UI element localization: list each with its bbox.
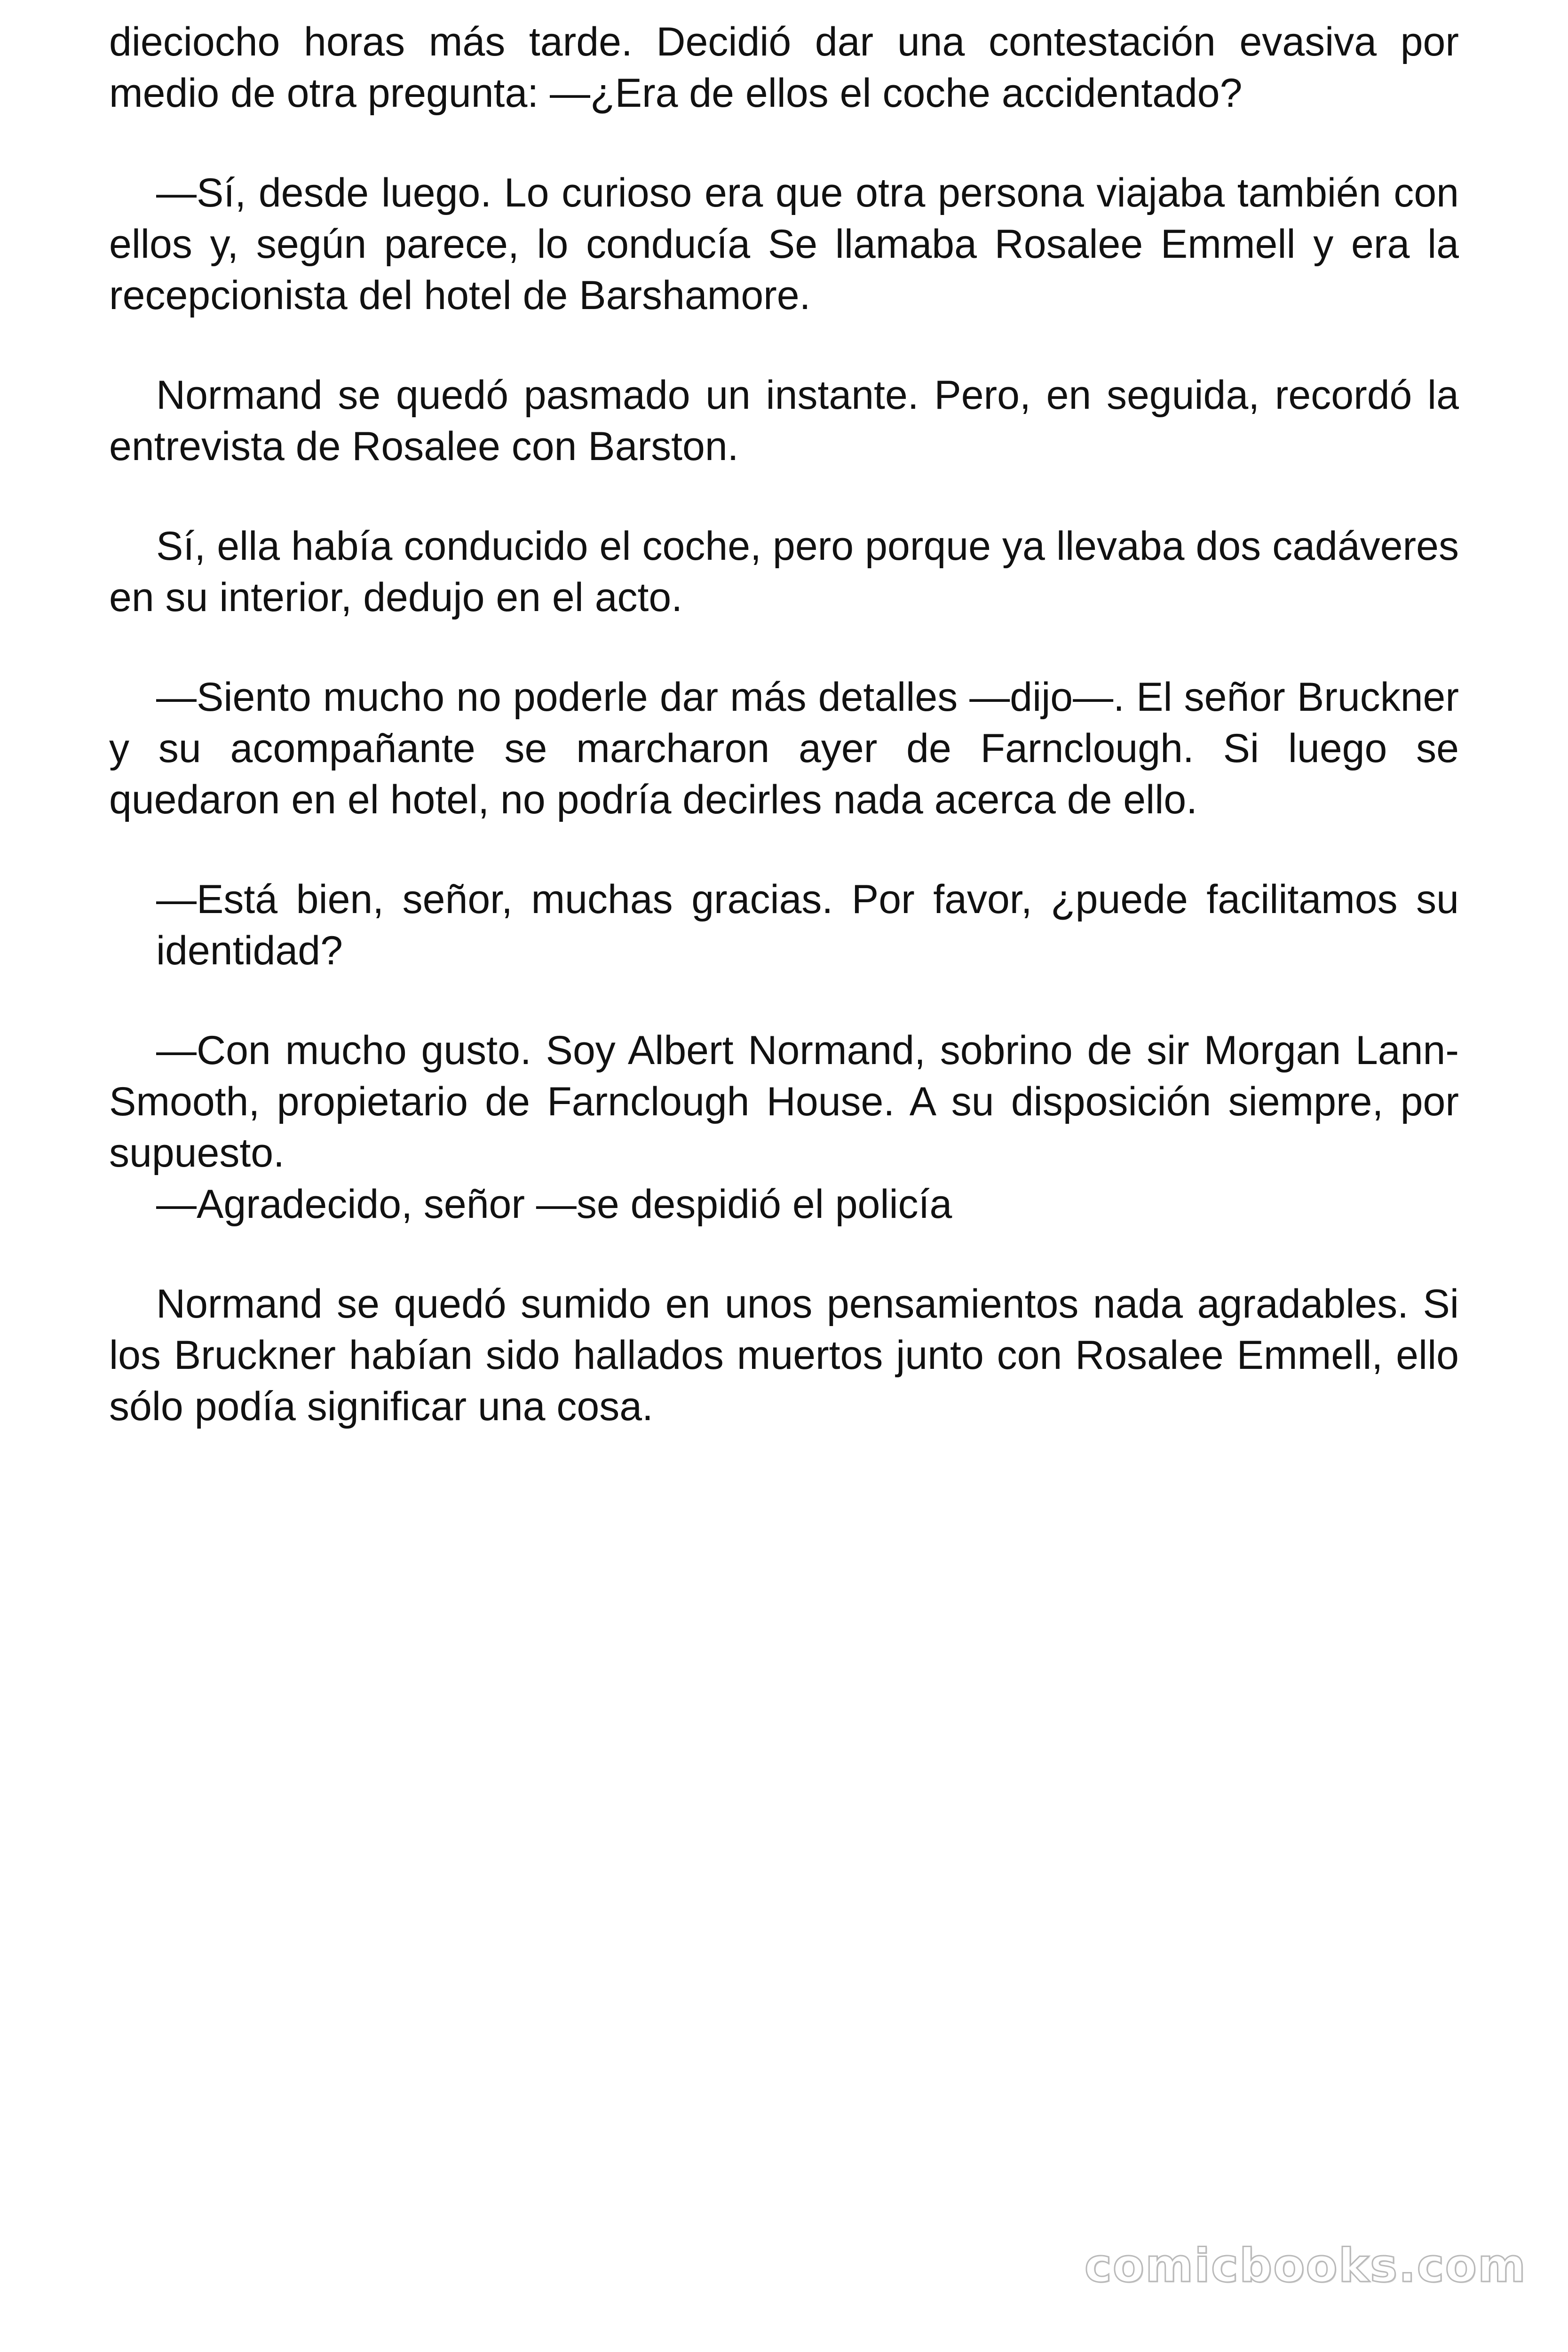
paragraph: —Con mucho gusto. Soy Albert Normand, sobrino de sir Morgan Lann-Smooth, propietario de Farnclough House. A su disposición siempre, por supuesto. (109, 1028, 1459, 1176)
paragraph: —Siento mucho no poderle dar más detalles —dijo—. El señor Bruckner y su acompañante se marcharon ayer de Farnclough. Si luego se quedaron en el hotel, no podría decirles nada acerca de ello. (109, 675, 1459, 822)
paragraph: Normand se quedó pasmado un instante. Pero, en seguida, recordó la entrevista de Rosalee con Barston. (109, 373, 1459, 469)
paragraph: Sí, ella había conducido el coche, pero porque ya llevaba dos cadáveres en su interior, dedujo en el acto. (109, 524, 1459, 620)
paragraph: Normand se quedó sumido en unos pensamientos nada agradables. Si los Bruckner habían sido hallados muertos junto con Rosalee Emmell, ello sólo podía significar una cosa. (109, 1281, 1459, 1429)
page-body (109, 16, 1459, 1432)
paragraph: —Sí, desde luego. Lo curioso era que otra persona viajaba también con ellos y, según parece, lo conducía Se llamaba Rosalee Emmell y era la recepcionista del hotel de Barshamore. (109, 170, 1459, 318)
paragraph: dieciocho horas más tarde. Decidió dar una contestación evasiva por medio de otra pregunta: —¿Era de ellos el coche accidentado? (109, 19, 1459, 116)
paragraph: —Agradecido, señor —se despidió el policía (156, 1182, 952, 1227)
paragraph: —Está bien, señor, muchas gracias. Por favor, ¿puede facilitamos su identidad? (156, 877, 1459, 973)
watermark-logo: comicbooks.com (1084, 2239, 1527, 2293)
